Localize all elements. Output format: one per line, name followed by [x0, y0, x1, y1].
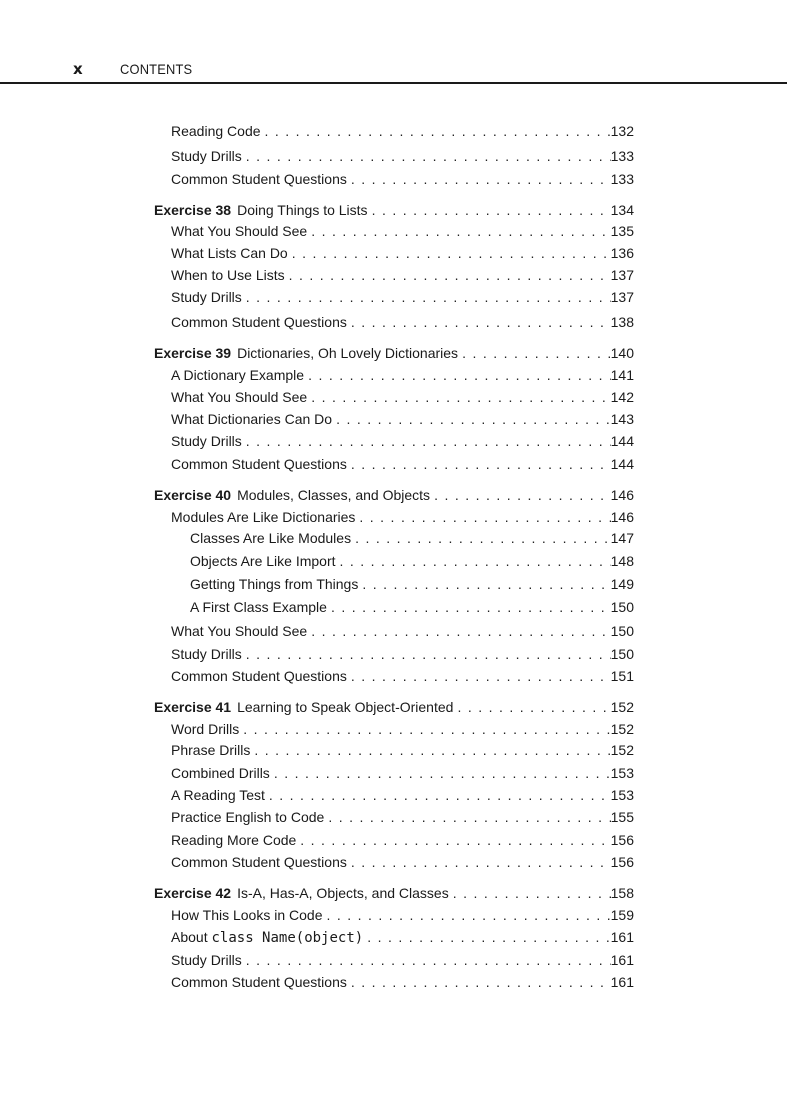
dot-leader — [359, 508, 610, 526]
toc-entry-title — [171, 366, 308, 384]
exercise-number: Exercise 41 — [154, 699, 232, 715]
toc-section-entry[interactable] — [171, 266, 634, 284]
toc-entry-title — [171, 388, 311, 406]
toc-entry-title — [171, 853, 351, 871]
toc-entry-title — [171, 764, 274, 782]
entry-title-text: How This Looks in Code — [171, 907, 323, 923]
toc-page-number: 134 — [610, 202, 634, 218]
toc-section-entry[interactable] — [171, 764, 634, 782]
toc-section-entry[interactable] — [171, 388, 634, 406]
dot-leader — [457, 698, 610, 716]
entry-title-text: What Lists Can Do — [171, 245, 288, 261]
toc-page-number: 155 — [610, 809, 634, 825]
dot-leader — [274, 764, 611, 782]
entry-title-text: A Reading Test — [171, 787, 265, 803]
entry-title-code: class Name(object) — [211, 930, 364, 946]
toc-entry-title — [171, 831, 300, 849]
toc-entry-title — [171, 432, 246, 450]
entry-title-text: Reading Code — [171, 123, 261, 139]
entry-title-text: Objects Are Like Import — [190, 553, 336, 569]
toc-page-number: 141 — [610, 367, 634, 383]
dot-leader — [243, 720, 610, 738]
dot-leader — [246, 951, 611, 969]
toc-section-entry[interactable] — [171, 741, 634, 759]
dot-leader — [462, 344, 611, 362]
toc-section-entry[interactable] — [171, 313, 634, 331]
toc-entry-title — [171, 244, 292, 262]
entry-title-text: Is-A, Has-A, Objects, and Classes — [237, 885, 449, 901]
entry-title-text: Common Student Questions — [171, 314, 347, 330]
toc-entry-title — [190, 529, 355, 547]
entry-title-text: Common Student Questions — [171, 668, 347, 684]
toc-page-number: 147 — [610, 530, 634, 546]
toc-page-number: 142 — [610, 389, 634, 405]
running-head: CONTENTS — [120, 61, 193, 77]
toc-section-entry[interactable] — [171, 622, 634, 640]
entry-title-text: What You Should See — [171, 389, 308, 405]
toc-section-entry[interactable] — [190, 598, 634, 616]
entry-title-text: About — [171, 929, 212, 945]
toc-page-number: 150 — [610, 599, 634, 615]
toc-section-entry[interactable] — [190, 575, 634, 593]
dot-leader — [351, 170, 611, 188]
toc-entry-title — [154, 698, 457, 716]
dot-leader — [340, 552, 611, 570]
toc-section-entry[interactable] — [171, 973, 634, 991]
entry-title-text: What You Should See — [171, 623, 308, 639]
toc-entry-title — [190, 552, 340, 570]
dot-leader — [308, 366, 611, 384]
toc-entry-title — [171, 508, 359, 526]
toc-page-number: 144 — [610, 433, 634, 449]
entry-title-text: Practice English to Code — [171, 809, 325, 825]
toc-page-number: 136 — [610, 245, 634, 261]
entry-title-text: Classes Are Like Modules — [190, 530, 352, 546]
dot-leader — [269, 786, 611, 804]
entry-title-text: Study Drills — [171, 433, 242, 449]
toc-page-number: 150 — [610, 646, 634, 662]
entry-title-text: Study Drills — [171, 148, 242, 164]
toc-section-entry[interactable] — [171, 170, 634, 188]
entry-title-text: Common Student Questions — [171, 171, 347, 187]
toc-page-number: 152 — [610, 699, 634, 715]
dot-leader — [351, 667, 611, 685]
entry-title-text: Modules Are Like Dictionaries — [171, 509, 356, 525]
toc-section-entry[interactable] — [171, 455, 634, 473]
entry-title-text: Common Student Questions — [171, 456, 347, 472]
toc-page-number: 137 — [610, 267, 634, 283]
toc-page-number: 146 — [610, 487, 634, 503]
entry-title-text: Study Drills — [171, 952, 242, 968]
toc-page-number: 149 — [610, 576, 634, 592]
toc-section-entry[interactable] — [171, 366, 634, 384]
entry-title-text: Dictionaries, Oh Lovely Dictionaries — [237, 345, 459, 361]
dot-leader — [292, 244, 611, 262]
toc-entry-title — [190, 598, 331, 616]
toc-entry-title — [171, 741, 254, 759]
dot-leader — [351, 973, 611, 991]
toc-entry-title — [171, 720, 243, 738]
toc-section-entry[interactable] — [171, 928, 634, 946]
toc-entry-title — [171, 288, 246, 306]
dot-leader — [265, 122, 611, 140]
toc-page-number: 135 — [610, 223, 634, 239]
toc-entry-title — [154, 344, 462, 362]
page-header — [0, 0, 787, 84]
toc-entry-title — [171, 147, 246, 165]
toc-entry-title — [171, 410, 336, 428]
exercise-number: Exercise 38 — [154, 202, 232, 218]
toc-entry-title — [171, 645, 246, 663]
toc-section-entry[interactable] — [171, 831, 634, 849]
entry-title-text: Common Student Questions — [171, 974, 347, 990]
toc-section-entry[interactable] — [171, 147, 634, 165]
toc-page-number: 161 — [610, 929, 634, 945]
dot-leader — [453, 884, 611, 902]
toc-page-number: 152 — [610, 742, 634, 758]
toc-section-entry[interactable] — [171, 432, 634, 450]
toc-entry-title — [171, 667, 351, 685]
toc-entry-title — [171, 122, 265, 140]
toc-entry-title — [171, 266, 289, 284]
toc-section-entry[interactable] — [171, 667, 634, 685]
toc-section-entry[interactable] — [190, 529, 634, 547]
toc-section-entry[interactable] — [171, 808, 634, 826]
toc-page-number: 143 — [610, 411, 634, 427]
dot-leader — [326, 906, 610, 924]
dot-leader — [362, 575, 610, 593]
entry-title-text: Common Student Questions — [171, 854, 347, 870]
toc-page-number: 156 — [610, 832, 634, 848]
dot-leader — [289, 266, 611, 284]
dot-leader — [372, 201, 611, 219]
dot-leader — [246, 432, 611, 450]
toc-page-number: 137 — [610, 289, 634, 305]
entry-title-text: Word Drills — [171, 721, 240, 737]
toc-entry-title — [171, 455, 351, 473]
dot-leader — [246, 645, 611, 663]
toc-exercise-entry[interactable] — [154, 884, 634, 902]
toc-section-entry[interactable] — [171, 244, 634, 262]
entry-title-text: Modules, Classes, and Objects — [237, 487, 431, 503]
toc-page-number: 159 — [610, 907, 634, 923]
dot-leader — [351, 853, 611, 871]
page-number: x — [73, 60, 83, 78]
entry-title-text: Study Drills — [171, 289, 242, 305]
toc-entry-title — [171, 170, 351, 188]
toc-section-entry[interactable] — [171, 645, 634, 663]
toc-section-entry[interactable] — [171, 288, 634, 306]
toc-section-entry[interactable] — [171, 222, 634, 240]
toc-page-number: 161 — [610, 952, 634, 968]
entry-title-text: When to Use Lists — [171, 267, 285, 283]
toc-page-number: 138 — [610, 314, 634, 330]
toc-exercise-entry[interactable] — [154, 344, 634, 362]
dot-leader — [254, 741, 610, 759]
dot-leader — [311, 388, 610, 406]
dot-leader — [331, 598, 611, 616]
toc-page-number: 144 — [610, 456, 634, 472]
toc-page-number: 151 — [610, 668, 634, 684]
toc-entry-title — [171, 808, 328, 826]
toc-section-entry[interactable] — [190, 552, 634, 570]
dot-leader — [246, 147, 611, 165]
dot-leader — [336, 410, 611, 428]
entry-title-text: Getting Things from Things — [190, 576, 359, 592]
toc-page-number: 153 — [610, 787, 634, 803]
toc-page-number: 148 — [610, 553, 634, 569]
toc-page-number: 158 — [610, 885, 634, 901]
toc-section-entry[interactable] — [171, 122, 634, 140]
dot-leader — [328, 808, 610, 826]
entry-title-text: Doing Things to Lists — [237, 202, 368, 218]
toc-section-entry[interactable] — [171, 853, 634, 871]
toc-section-entry[interactable] — [171, 720, 634, 738]
entry-title-text: Study Drills — [171, 646, 242, 662]
entry-title-text: Learning to Speak Object-Oriented — [237, 699, 454, 715]
toc-page-number: 153 — [610, 765, 634, 781]
toc-page-number: 133 — [610, 171, 634, 187]
dot-leader — [355, 529, 611, 547]
toc-entry-title — [171, 906, 326, 924]
toc-page-number: 150 — [610, 623, 634, 639]
toc-entry-title — [190, 575, 362, 593]
toc-entry-title — [154, 201, 372, 219]
exercise-number: Exercise 42 — [154, 885, 232, 901]
toc-page-number: 140 — [610, 345, 634, 361]
toc-entry-title — [154, 884, 453, 902]
entry-title-text: What You Should See — [171, 223, 308, 239]
toc-entry-title — [171, 622, 311, 640]
dot-leader — [351, 313, 611, 331]
entry-title-text: Reading More Code — [171, 832, 297, 848]
toc-page-number: 152 — [610, 721, 634, 737]
entry-title-text: A First Class Example — [190, 599, 327, 615]
toc-page-number: 161 — [610, 974, 634, 990]
toc-section-entry[interactable] — [171, 786, 634, 804]
toc-entry-title — [171, 973, 351, 991]
toc-page-number: 156 — [610, 854, 634, 870]
toc-page-number: 133 — [610, 148, 634, 164]
dot-leader — [434, 486, 611, 504]
dot-leader — [300, 831, 610, 849]
toc-exercise-entry[interactable] — [154, 698, 634, 716]
toc-entry-title — [171, 951, 246, 969]
entry-title-text: Combined Drills — [171, 765, 270, 781]
dot-leader — [246, 288, 611, 306]
exercise-number: Exercise 40 — [154, 487, 232, 503]
toc-section-entry[interactable] — [171, 410, 634, 428]
toc-entry-title — [171, 786, 269, 804]
toc-page-number: 132 — [610, 123, 634, 139]
dot-leader — [367, 928, 610, 946]
exercise-number: Exercise 39 — [154, 345, 232, 361]
entry-title-text: Phrase Drills — [171, 742, 251, 758]
header-rule — [0, 82, 787, 84]
dot-leader — [311, 622, 610, 640]
dot-leader — [311, 222, 610, 240]
entry-title-text: What Dictionaries Can Do — [171, 411, 333, 427]
entry-title-text: A Dictionary Example — [171, 367, 305, 383]
toc-section-entry[interactable] — [171, 508, 634, 526]
toc-entry-title — [171, 222, 311, 240]
toc-entry-title — [171, 928, 367, 946]
toc-entry-title — [171, 313, 351, 331]
toc-section-entry[interactable] — [171, 906, 634, 924]
toc-page-number: 146 — [610, 509, 634, 525]
toc-section-entry[interactable] — [171, 951, 634, 969]
dot-leader — [351, 455, 611, 473]
toc-exercise-entry[interactable] — [154, 486, 634, 504]
toc-entry-title — [154, 486, 434, 504]
toc-exercise-entry[interactable] — [154, 201, 634, 219]
